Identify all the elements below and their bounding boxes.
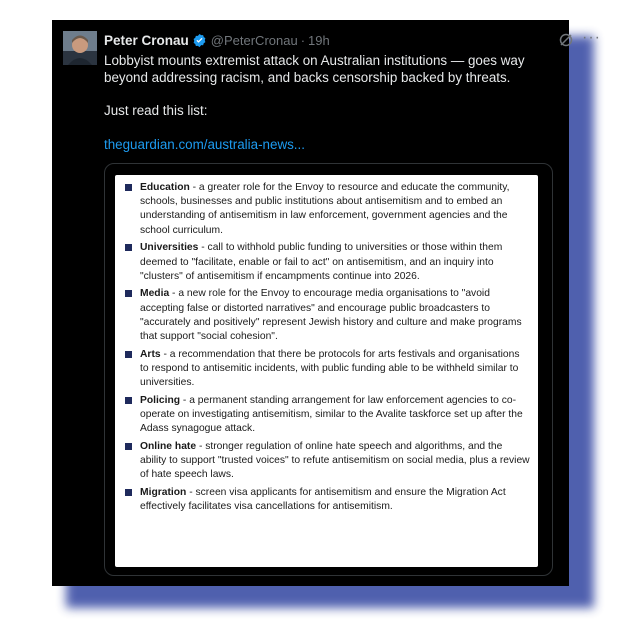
verified-badge-icon (192, 33, 207, 48)
author-name[interactable]: Peter Cronau (104, 32, 189, 48)
item-text: - a greater role for the Envoy to resource and educate the community, schools, businesses and public institutions about antisemitism and to embed an understanding of antisemitism in law enforcement, government agencies and the school curriculum. (140, 182, 510, 236)
tweet-link[interactable]: theguardian.com/australia-news... (104, 137, 305, 152)
article-excerpt-image (115, 175, 538, 567)
tweet-text-main: Lobbyist mounts extremist attack on Australian institutions — goes way beyond addressing racism, and backs censorship backed by threats. (104, 53, 525, 85)
tweet-card[interactable] (52, 20, 601, 586)
recommendations-list (125, 181, 530, 518)
item-title: Online hate (140, 440, 197, 452)
item-title: Education (140, 182, 190, 193)
item-title: Media (140, 288, 170, 300)
avatar[interactable] (63, 31, 97, 65)
list-item (125, 287, 530, 344)
tweet-header (104, 29, 601, 49)
bullet-icon (125, 244, 132, 251)
item-text: - a permanent standing arrangement for law enforcement agencies to co-operate on investigating antisemitism, similar to the Avalite taskforce set up after the Adass synagogue attack. (140, 394, 523, 435)
item-title: Arts (140, 348, 161, 360)
list-item (125, 440, 530, 483)
header-separator: · (300, 32, 306, 48)
item-text: - screen visa applicants for antisemitism and ensure the Migration Act effectively facilitates visa cancellations for antisemitism. (140, 487, 506, 513)
bullet-icon (125, 397, 132, 404)
item-text: - a recommendation that there be protocols for arts festivals and organisations to respond to antisemitic incidents, with public funding able to be withheld similar to universities. (140, 348, 520, 389)
author-handle[interactable]: @PeterCronau (210, 32, 298, 48)
item-text: - stronger regulation of online hate speech and algorithms, and the ability to support "trusted voices" to refute antisemitism on social media, plus a review of hate speech laws. (140, 440, 530, 481)
list-item (125, 181, 530, 238)
bullet-icon (125, 443, 132, 450)
bullet-icon (125, 290, 132, 297)
item-title: Policing (140, 394, 181, 406)
item-title: Migration (140, 487, 187, 499)
tweet-body (104, 52, 554, 86)
list-item (125, 486, 530, 514)
bullet-icon (125, 489, 132, 496)
avatar-image (63, 31, 97, 65)
list-item (125, 241, 530, 284)
tweet-text-secondary: Just read this list: (104, 103, 208, 118)
bullet-icon (125, 351, 132, 358)
list-item (125, 348, 530, 391)
list-item (125, 394, 530, 437)
grok-icon[interactable] (558, 32, 574, 48)
item-text: - call to withhold public funding to universities or those within them deemed to "facilitate, enable or fail to act" on antisemitism, and an inquiry into "clusters" of antisemitism if encampments continue into 2026. (140, 242, 503, 282)
media-attachment[interactable] (104, 163, 553, 576)
item-text: - a new role for the Envoy to encourage media organisations to "avoid accepting false or distorted narratives" and encourage public broadcasters to "accurately and positively" represent Jewish history and culture and make programs that support "social cohesion". (140, 288, 522, 343)
timestamp[interactable]: 19h (308, 32, 330, 48)
bullet-icon (125, 184, 132, 191)
more-icon[interactable]: ··· (582, 29, 601, 46)
item-title: Universities (140, 242, 199, 254)
